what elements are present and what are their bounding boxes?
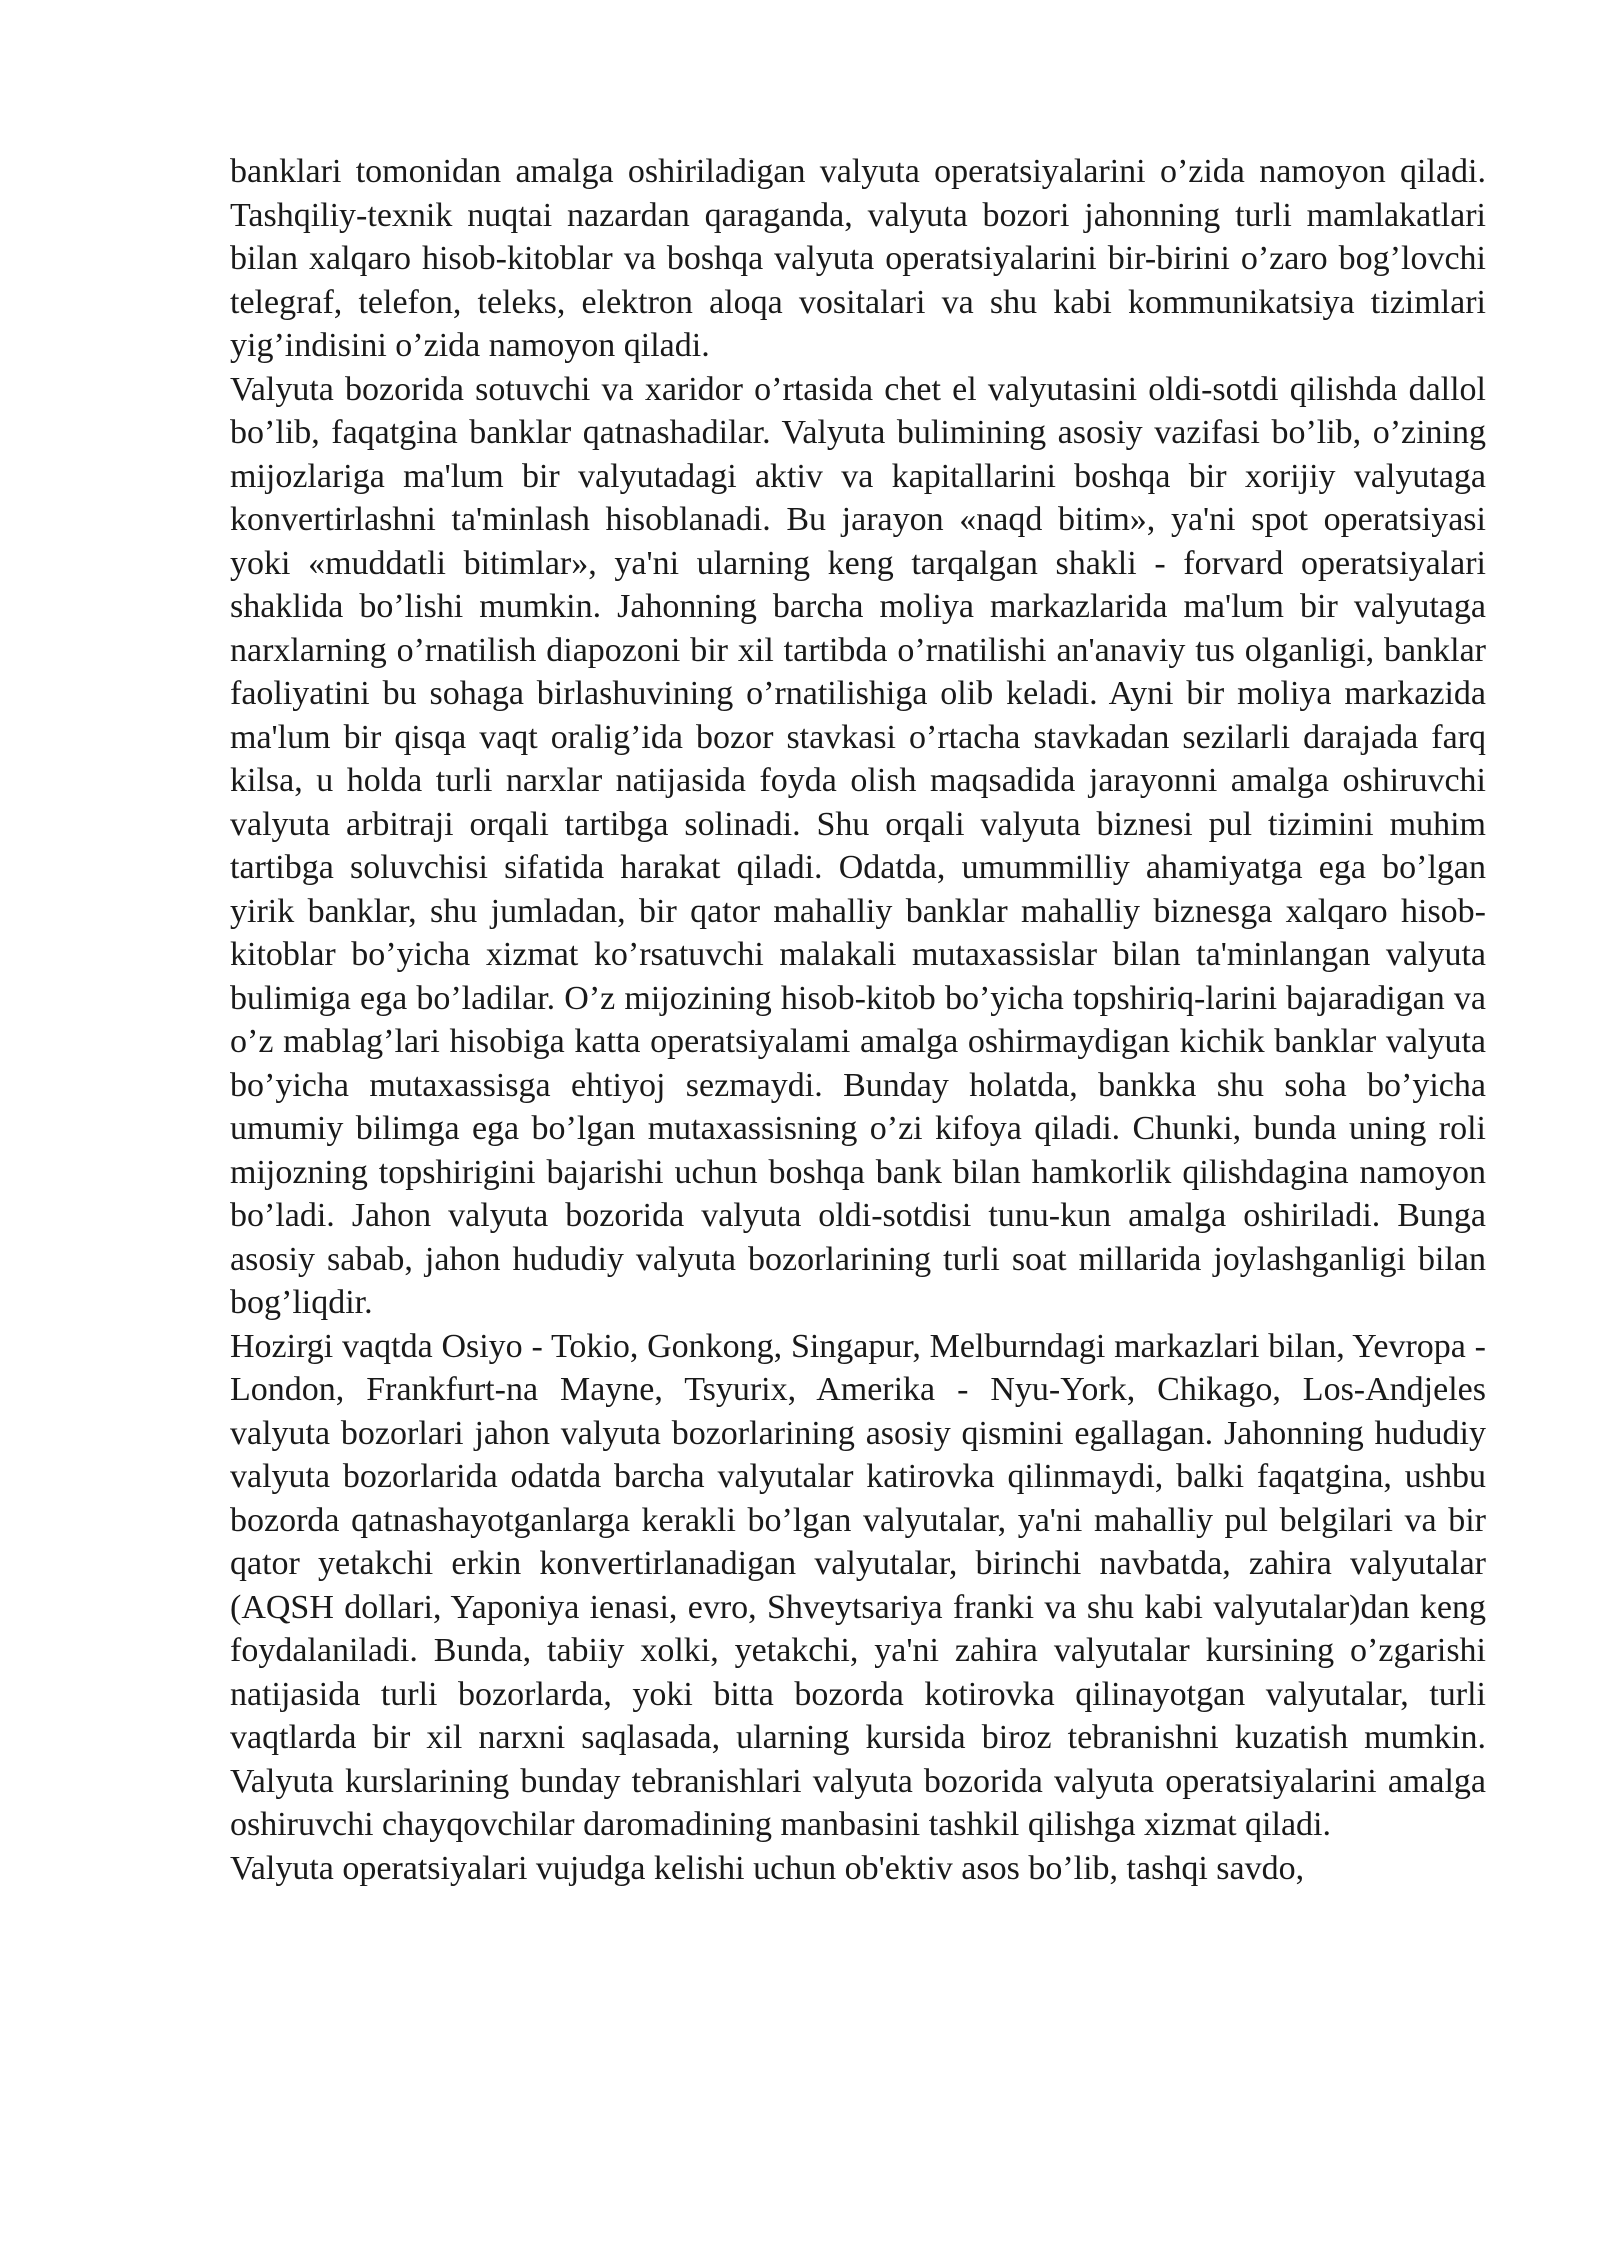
document-body [230, 150, 1486, 1890]
paragraph-1: banklari tomonidan amalga oshiriladigan valyuta operatsiyalarini o’zida namoyon qiladi. Tashqiliy-texnik nuqtai nazardan qaraganda, valyuta bozori jahonning turli mamlakatlari bilan xalqaro hisob-kitoblar va boshqa valyuta operatsiyalarini bir-birini o’zaro bog’lovchi telegraf, telefon, teleks, elektron aloqa vositalari va shu kabi kommunikatsiya tizimlari yig’indisini o’zida namoyon qiladi. [230, 153, 1486, 364]
paragraph-2: Valyuta bozorida sotuvchi va xaridor o’rtasida chet el valyutasini oldi-sotdi qilishda dallol bo’lib, faqatgina banklar qatnashadilar. Valyuta bulimining asosiy vazifasi bo’lib, o’zining mijozlariga ma'lum bir valyutadagi aktiv va kapitallarini boshqa bir xorijiy valyutaga konvertirlashni ta'minlash hisoblanadi. Bu jarayon «naqd bitim», ya'ni spot operatsiyasi yoki «muddatli bitimlar», ya'ni ularning keng tarqalgan shakli - forvard operatsiyalari shaklida bo’lishi mumkin. Jahonning barcha moliya markazlarida ma'lum bir valyutaga narxlarning o’rnatilish diapozoni bir xil tartibda o’rnatilishi an'anaviy tus olganligi, banklar faoliyatini bu sohaga birlashuvining o’rnatilishiga olib keladi. Ayni bir moliya markazida ma'lum bir qisqa vaqt oralig’ida bozor stavkasi o’rtacha stavkadan sezilarli darajada farq kilsa, u holda turli narxlar natijasida foyda olish maqsadida jarayonni amalga oshiruvchi valyuta arbitraji orqali tartibga solinadi. Shu orqali valyuta biznesi pul tizimini muhim tartibga soluvchisi sifatida harakat qiladi. Odatda, umummilliy ahamiyatga ega bo’lgan yirik banklar, shu jumladan, bir qator mahalliy banklar mahalliy biznesga xalqaro hisob-kitoblar bo’yicha xizmat ko’rsatuvchi malakali mutaxassislar bilan ta'minlangan valyuta bulimiga ega bo’ladilar. O’z mijozining hisob-kitob bo’yicha topshiriq-larini bajaradigan va o’z mablag’lari hisobiga katta operatsiyalami amalga oshirmaydigan kichik banklar valyuta bo’yicha mutaxassisga ehtiyoj sezmaydi. Bunday holatda, bankka shu soha bo’yicha umumiy bilimga ega bo’lgan mutaxassisning o’zi kifoya qiladi. Chunki, bunda uning roli mijozning topshirigini bajarishi uchun boshqa bank bilan hamkorlik qilishdagina namoyon bo’ladi. Jahon valyuta bozorida valyuta oldi-sotdisi tunu-kun amalga oshiriladi. Bunga asosiy sabab, jahon hududiy valyuta bozorlarining turli soat millarida joylashganligi bilan bog’liqdir. [230, 370, 1486, 1321]
paragraph-3: Hozirgi vaqtda Osiyo - Tokio, Gonkong, Singapur, Melburndagi markazlari bilan, Yevropa - London, Frankfurt-na Mayne, Tsyurix, Amerika - Nyu-York, Chikago, Los-Andjeles valyuta bozorlari jahon valyuta bozorlarining asosiy qismini egallagan. Jahonning hududiy valyuta bozorlarida odatda barcha valyutalar katirovka qilinmaydi, balki faqatgina, ushbu bozorda qatnashayotganlarga kerakli bo’lgan valyutalar, ya'ni mahalliy pul belgilari va bir qator yetakchi erkin konvertirlanadigan valyutalar, birinchi navbatda, zahira valyutalar (AQSH dollari, Yaponiya ienasi, evro, Shveytsariya franki va shu kabi valyutalar)dan keng foydalaniladi. Bunda, tabiiy xolki, yetakchi, ya'ni zahira valyutalar kursining o’zgarishi natijasida turli bozorlarda, yoki bitta bozorda kotirovka qilinayotgan valyutalar, turli vaqtlarda bir xil narxni saqlasada, ularning kursida biroz tebranishni kuzatish mumkin. Valyuta kurslarining bunday tebranishlari valyuta bozorida valyuta operatsiyalarini amalga oshiruvchi chayqovchilar daromadining manbasini tashkil qilishga xizmat qiladi. [230, 1327, 1486, 1843]
paragraph-4: Valyuta operatsiyalari vujudga kelishi uchun ob'ektiv asos bo’lib, tashqi savdo, [230, 1849, 1305, 1887]
